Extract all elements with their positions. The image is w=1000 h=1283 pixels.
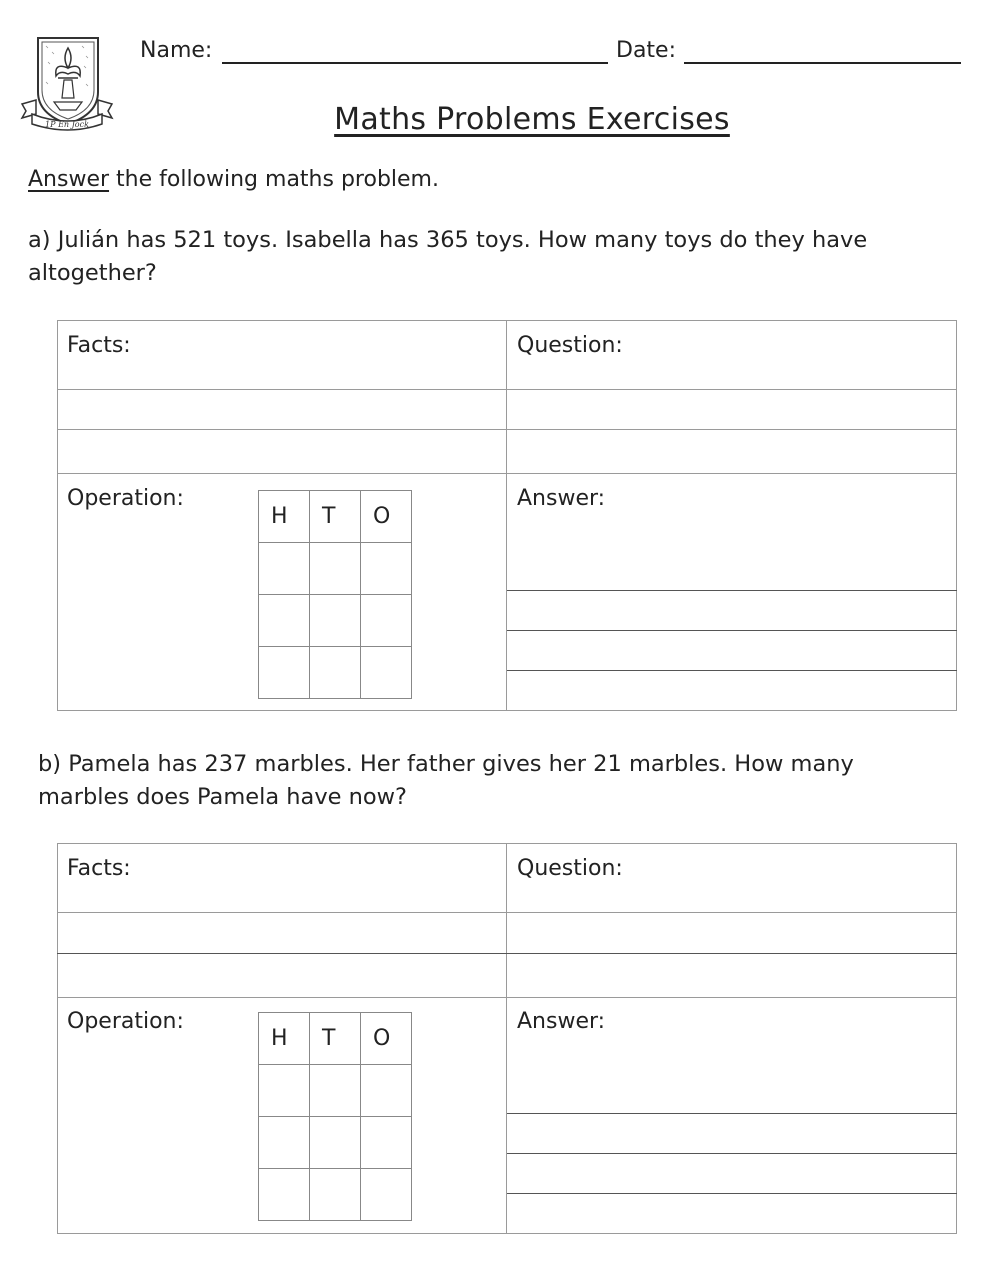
grid-cell[interactable] bbox=[310, 543, 361, 595]
problem-b-table bbox=[57, 843, 957, 1234]
problem-b-question-label: Question: bbox=[517, 856, 623, 881]
ones-header: O bbox=[361, 491, 412, 543]
problem-b-text: b) Pamela has 237 marbles. Her father gives her 21 marbles. How many marbles does Pamela have now? bbox=[38, 751, 854, 810]
problem-b-operation-label: Operation: bbox=[67, 1009, 184, 1034]
problem-a-answer-line[interactable] bbox=[507, 590, 957, 591]
date-label: Date: bbox=[616, 38, 676, 63]
tens-header: T bbox=[310, 1013, 361, 1065]
grid-cell[interactable] bbox=[310, 1117, 361, 1169]
problem-a-place-value-grid bbox=[258, 490, 412, 699]
instruction-text: the following maths problem. bbox=[109, 167, 439, 192]
crest-banner-text: 1P En Jock bbox=[45, 120, 89, 129]
problem-a-answer-line[interactable] bbox=[507, 630, 957, 631]
hundreds-header: H bbox=[259, 491, 310, 543]
tens-header: T bbox=[310, 491, 361, 543]
date-input-line[interactable] bbox=[684, 62, 961, 64]
problem-b-row-line bbox=[57, 912, 957, 913]
instruction-keyword: Answer bbox=[28, 167, 110, 192]
problem-a-question-label: Question: bbox=[517, 333, 623, 358]
grid-cell[interactable] bbox=[259, 1065, 310, 1117]
problem-b-divider bbox=[506, 843, 507, 1234]
grid-cell[interactable] bbox=[361, 647, 412, 699]
grid-cell[interactable] bbox=[259, 1169, 310, 1221]
problem-b-answer-label: Answer: bbox=[517, 1009, 606, 1034]
hundreds-header: H bbox=[259, 1013, 310, 1065]
problem-b-answer-line[interactable] bbox=[507, 1193, 957, 1194]
problem-a-text: a) Julián has 521 toys. Isabella has 365 toys. How many toys do they have altogether? bbox=[28, 227, 868, 286]
name-input-line[interactable] bbox=[222, 62, 608, 64]
grid-cell[interactable] bbox=[259, 543, 310, 595]
problem-a-facts-label: Facts: bbox=[67, 333, 131, 358]
problem-b-answer-line[interactable] bbox=[507, 1153, 957, 1154]
page-title: Maths Problems Exercises bbox=[334, 102, 730, 137]
problem-a-row-line bbox=[57, 429, 957, 430]
grid-cell[interactable] bbox=[361, 543, 412, 595]
problem-b-place-value-grid bbox=[258, 1012, 412, 1221]
grid-cell[interactable] bbox=[259, 647, 310, 699]
ones-header: O bbox=[361, 1013, 412, 1065]
problem-a-answer-label: Answer: bbox=[517, 486, 606, 511]
problem-a-table bbox=[57, 320, 957, 711]
problem-a-row-line bbox=[57, 473, 957, 474]
problem-b-answer-line[interactable] bbox=[507, 1113, 957, 1114]
problem-b-row-line bbox=[57, 953, 957, 954]
problem-b-facts-label: Facts: bbox=[67, 856, 131, 881]
grid-cell[interactable] bbox=[310, 1065, 361, 1117]
grid-cell[interactable] bbox=[310, 647, 361, 699]
problem-a-answer-line[interactable] bbox=[507, 670, 957, 671]
grid-cell[interactable] bbox=[361, 1117, 412, 1169]
problem-a-divider bbox=[506, 320, 507, 711]
name-label: Name: bbox=[140, 38, 213, 63]
grid-cell[interactable] bbox=[310, 1169, 361, 1221]
grid-cell[interactable] bbox=[310, 595, 361, 647]
grid-cell[interactable] bbox=[361, 1169, 412, 1221]
problem-a-operation-label: Operation: bbox=[67, 486, 184, 511]
problem-a-row-line bbox=[57, 389, 957, 390]
problem-b-row-line bbox=[57, 997, 957, 998]
grid-cell[interactable] bbox=[361, 595, 412, 647]
instruction bbox=[28, 167, 439, 192]
grid-cell[interactable] bbox=[259, 595, 310, 647]
grid-cell[interactable] bbox=[361, 1065, 412, 1117]
grid-cell[interactable] bbox=[259, 1117, 310, 1169]
